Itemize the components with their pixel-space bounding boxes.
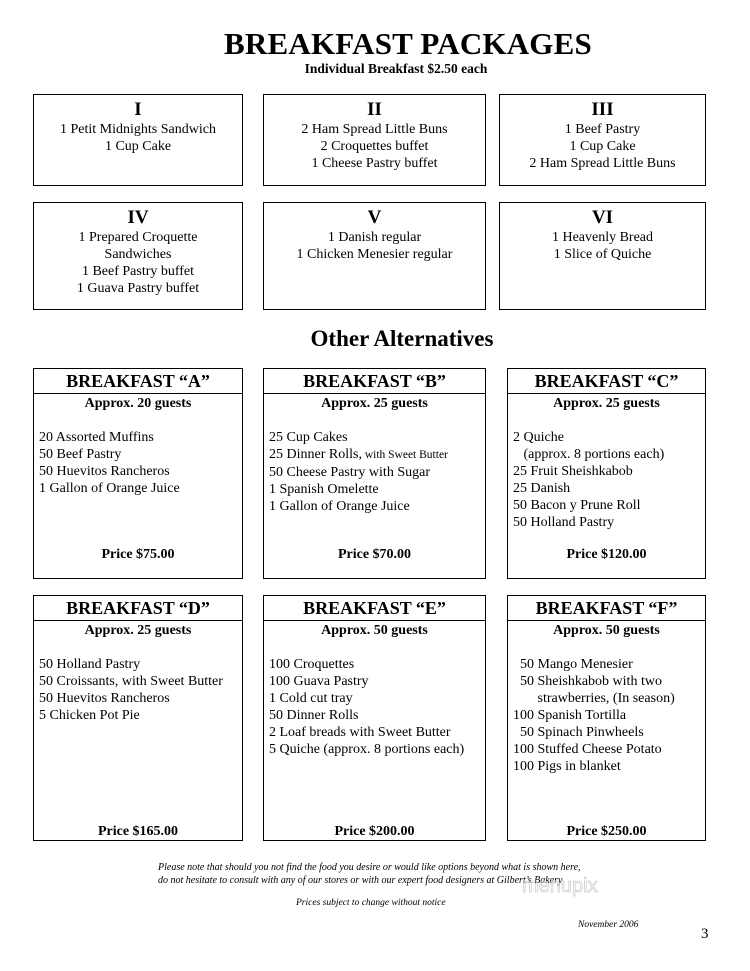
price-label: Price $120.00 (566, 547, 647, 562)
package-box-2 (263, 94, 486, 186)
watermark-text: menupix (522, 875, 598, 897)
package-line: 1 Slice of Quiche (553, 247, 652, 262)
package-box-3 (499, 94, 706, 186)
breakfast-heading: BREAKFAST “B” (264, 369, 485, 394)
list-item: 1 Gallon of Orange Juice (269, 499, 410, 514)
price-label: Price $75.00 (101, 547, 175, 562)
price-label: Price $200.00 (334, 824, 415, 839)
package-box-6 (499, 202, 706, 310)
list-item (269, 446, 485, 464)
list-item: 5 Chicken Pot Pie (39, 708, 140, 723)
package-line: 1 Cheese Pastry buffet (311, 156, 438, 171)
package-number: VI (591, 207, 614, 228)
prices-note: Prices subject to change without notice (296, 898, 446, 908)
list-item: strawberries, (In season) (513, 691, 675, 706)
item-list (508, 429, 705, 531)
list-item: 1 Gallon of Orange Juice (39, 481, 180, 496)
guest-count: Approx. 25 guests (553, 396, 660, 411)
breakfast-box-c (507, 368, 706, 579)
list-item-text: 25 Dinner Rolls, (269, 447, 362, 462)
list-item: 50 Mango Menesier (513, 657, 633, 672)
package-box-1 (33, 94, 243, 186)
package-number: I (134, 99, 142, 120)
breakfast-heading: BREAKFAST “E” (264, 596, 485, 621)
footer-note-line: do not hesitate to consult with any of our stores or with our expert food designers at Gilbert’s Bakery (158, 875, 563, 886)
list-item: 20 Assorted Muffins (39, 430, 154, 445)
guest-count: Approx. 25 guests (321, 396, 428, 411)
breakfast-box-f (507, 595, 706, 841)
package-line: 2 Ham Spread Little Buns (301, 122, 448, 137)
breakfast-heading: BREAKFAST “C” (508, 369, 705, 394)
package-line: 1 Heavenly Bread (551, 230, 654, 245)
list-item: (approx. 8 portions each) (513, 447, 665, 462)
item-list (508, 656, 705, 775)
list-item: 50 Huevitos Rancheros (39, 691, 170, 706)
list-item: 100 Stuffed Cheese Potato (513, 742, 662, 757)
list-item-note: with Sweet Butter (361, 449, 448, 461)
list-item: 100 Guava Pastry (269, 674, 369, 689)
item-list (34, 656, 242, 724)
list-item: 50 Croissants, with Sweet Butter (39, 674, 223, 689)
package-number: II (367, 99, 382, 120)
list-item: 5 Quiche (approx. 8 portions each) (269, 742, 465, 757)
price-label: Price $250.00 (566, 824, 647, 839)
item-list (264, 656, 485, 758)
package-line: 1 Cup Cake (569, 139, 636, 154)
breakfast-heading: BREAKFAST “D” (34, 596, 242, 621)
list-item: 100 Spanish Tortilla (513, 708, 627, 723)
breakfast-heading: BREAKFAST “F” (508, 596, 705, 621)
breakfast-box-e (263, 595, 486, 841)
list-item: 1 Cold cut tray (269, 691, 353, 706)
list-item: 50 Cheese Pastry with Sugar (269, 465, 430, 480)
breakfast-box-b (263, 368, 486, 579)
package-number: III (591, 99, 614, 120)
list-item: 50 Holland Pastry (39, 657, 141, 672)
breakfast-box-a (33, 368, 243, 579)
list-item: 25 Danish (513, 481, 571, 496)
package-number: IV (127, 207, 149, 228)
guest-count: Approx. 20 guests (84, 396, 192, 411)
document-date: November 2006 (578, 920, 639, 930)
list-item: 100 Croquettes (269, 657, 355, 672)
package-box-5 (263, 202, 486, 310)
list-item: 50 Bacon y Prune Roll (513, 498, 641, 513)
package-box-4 (33, 202, 243, 310)
list-item: 50 Dinner Rolls (269, 708, 359, 723)
list-item: 50 Beef Pastry (39, 447, 122, 462)
package-line: 1 Guava Pastry buffet (76, 281, 200, 296)
package-line: 2 Croquettes buffet (320, 139, 429, 154)
guest-count: Approx. 50 guests (553, 623, 660, 638)
package-line: 1 Petit Midnights Sandwich (60, 122, 216, 137)
list-item: 50 Sheishkabob with two (513, 674, 662, 689)
breakfast-box-d (33, 595, 243, 841)
guest-count: Approx. 25 guests (84, 623, 192, 638)
package-number: V (367, 207, 382, 228)
price-label: Price $165.00 (97, 824, 179, 839)
list-item: 50 Holland Pastry (513, 515, 615, 530)
menupix-watermark-logo (520, 868, 630, 900)
page-title: BREAKFAST PACKAGES (224, 26, 592, 61)
list-item: 100 Pigs in blanket (513, 759, 621, 774)
item-list (34, 429, 242, 497)
package-line: 1 Beef Pastry buffet (81, 264, 195, 279)
list-item: 50 Huevitos Rancheros (39, 464, 170, 479)
list-item: 1 Spanish Omelette (269, 482, 379, 497)
list-item: 50 Spinach Pinwheels (513, 725, 644, 740)
guest-count: Approx. 50 guests (321, 623, 428, 638)
list-item: 25 Fruit Sheishkabob (513, 464, 633, 479)
breakfast-heading: BREAKFAST “A” (34, 369, 242, 394)
page-number: 3 (701, 926, 709, 942)
price-label: Price $70.00 (337, 547, 412, 562)
page-subtitle: Individual Breakfast $2.50 each (304, 61, 488, 76)
list-item: 2 Loaf breads with Sweet Butter (269, 725, 451, 740)
list-item: 25 Cup Cakes (269, 430, 348, 445)
item-list (264, 429, 485, 515)
list-item: 2 Quiche (513, 430, 564, 445)
package-line: 1 Prepared Croquette (78, 230, 198, 245)
package-line: 1 Chicken Menesier regular (296, 247, 453, 262)
package-line: 1 Danish regular (327, 230, 422, 245)
footer-note-line: Please note that should you not find the food you desire or would like options beyond what is shown here, (158, 862, 581, 873)
package-line: Sandwiches (104, 247, 172, 262)
package-line: 2 Ham Spread Little Buns (529, 156, 676, 171)
package-line: 1 Cup Cake (104, 139, 172, 154)
other-alternatives-heading: Other Alternatives (310, 326, 494, 351)
package-line: 1 Beef Pastry (564, 122, 641, 137)
